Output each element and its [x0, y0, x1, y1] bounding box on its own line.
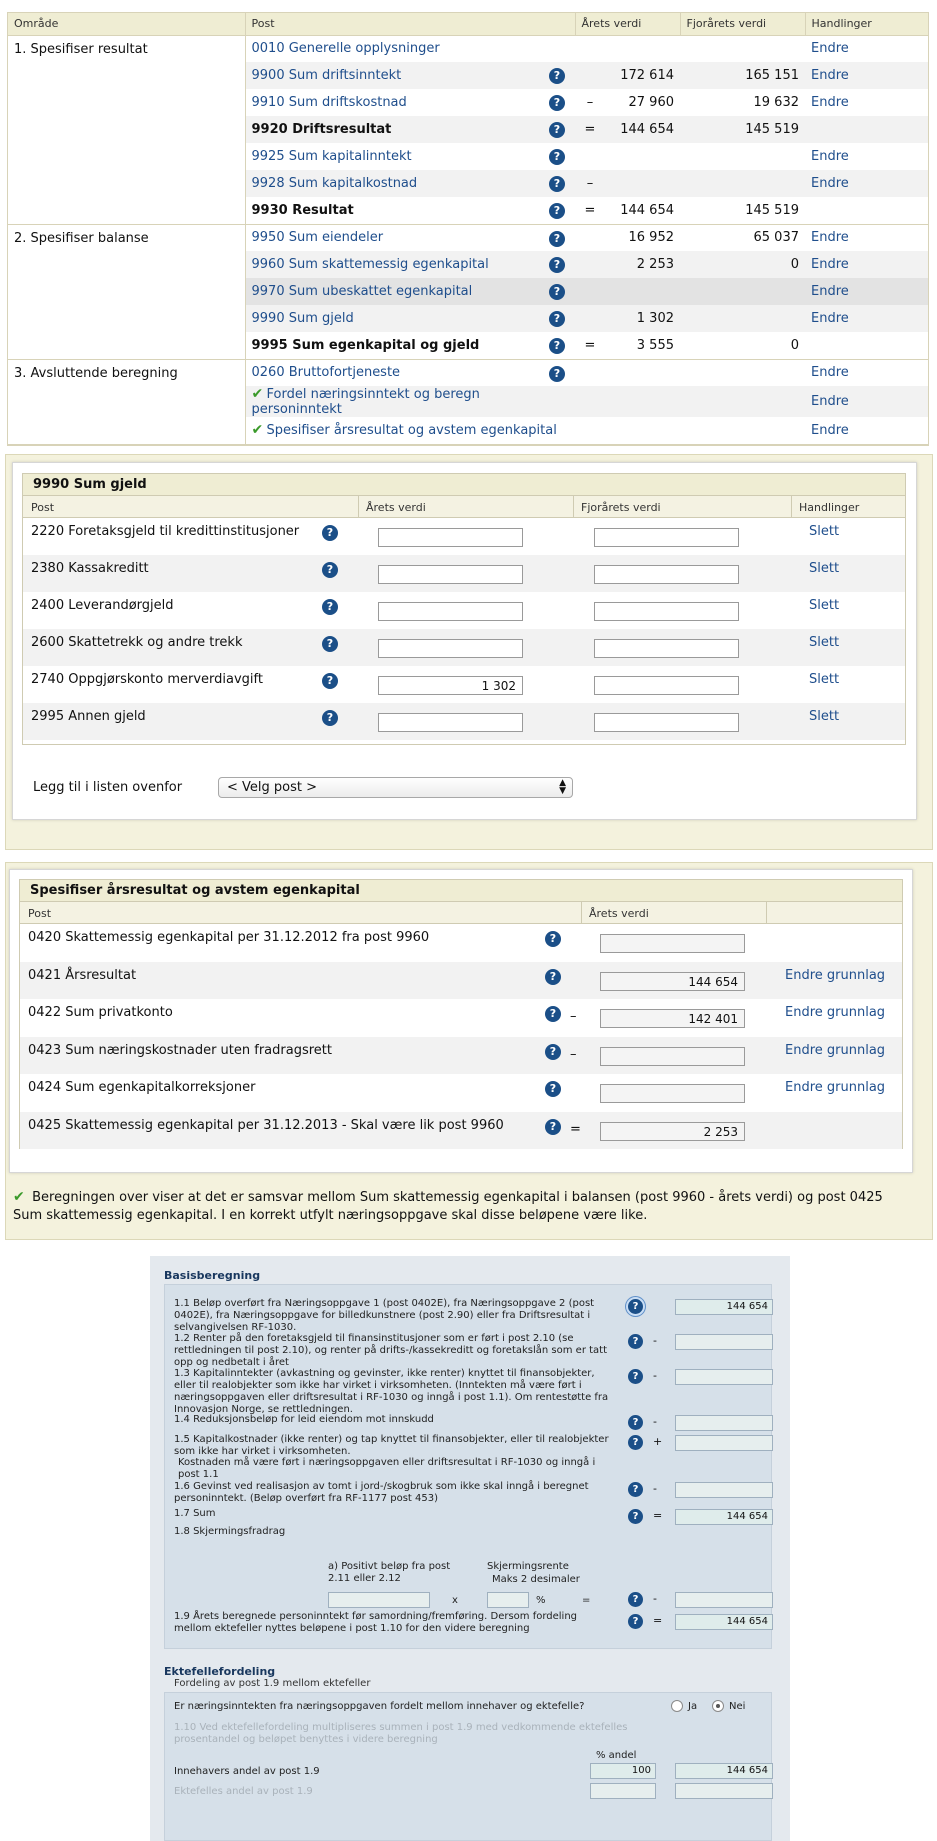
- gjeld-col-arets: Årets verdi: [366, 501, 426, 514]
- current-value: 144 654: [605, 116, 680, 143]
- help-icon[interactable]: ?: [322, 710, 338, 726]
- current-value: 16 952: [628, 230, 674, 246]
- col-header-post: Post: [245, 13, 575, 35]
- skjermingsrente-label: Skjermingsrente: [487, 1561, 569, 1572]
- post-link[interactable]: 9960 Sum skattemessig egenkapital: [251, 257, 489, 272]
- post-i16-field[interactable]: [675, 1482, 773, 1498]
- ektefelle-title: Ektefellefordeling: [164, 1665, 276, 1678]
- post-link[interactable]: 9990 Sum gjeld: [251, 311, 354, 326]
- operator: [575, 35, 605, 62]
- endre-grunnlag-link[interactable]: Endre grunnlag: [785, 967, 886, 983]
- help-icon[interactable]: ?: [545, 1081, 561, 1097]
- help-icon[interactable]: ?: [322, 636, 338, 652]
- gjeld-card: [12, 462, 917, 820]
- operator: =: [570, 1121, 581, 1137]
- help-icon[interactable]: ?: [322, 525, 338, 541]
- operator: -: [653, 1592, 657, 1605]
- previous-value: [680, 417, 805, 444]
- operator: [575, 386, 605, 417]
- fjorarets-verdi-input[interactable]: [594, 602, 739, 621]
- post-link[interactable]: 9928 Sum kapitalkostnad: [251, 176, 418, 191]
- post-link[interactable]: 9925 Sum kapitalinntekt: [251, 149, 412, 164]
- action-cell: [805, 116, 928, 143]
- samsvar-message: [13, 1188, 913, 1225]
- help-icon[interactable]: ?: [549, 68, 565, 84]
- previous-value: 0: [680, 251, 805, 278]
- arsresultat-row: [20, 1074, 902, 1112]
- checkmark-icon: ✔: [13, 1189, 25, 1205]
- previous-value: 65 037: [753, 230, 799, 246]
- arsresultat-value[interactable]: 142 401: [600, 1009, 745, 1028]
- operator: -: [653, 1415, 657, 1428]
- action-cell: [805, 35, 928, 62]
- help-icon[interactable]: ?: [628, 1334, 643, 1349]
- arets-verdi-input[interactable]: [378, 528, 523, 547]
- area-label: 3. Avsluttende beregning: [8, 359, 245, 444]
- operator: [575, 305, 605, 332]
- operator: –: [570, 1046, 577, 1062]
- current-value: [605, 170, 680, 197]
- arsresultat-row: [20, 924, 902, 962]
- gjeld-post-label: 2400 Leverandørgjeld: [31, 598, 174, 613]
- innehaver-label: Innehavers andel av post 1.9: [174, 1766, 320, 1777]
- action-cell: [805, 143, 928, 170]
- previous-value: [680, 278, 805, 305]
- operator: –: [575, 170, 605, 197]
- operator: –: [586, 95, 594, 110]
- gjeld-col-post: Post: [31, 501, 55, 514]
- action-cell: [805, 62, 928, 89]
- action-cell: [805, 89, 928, 116]
- gjeld-col-fjorarets: Fjorårets verdi: [581, 501, 661, 514]
- fjorarets-verdi-input[interactable]: [594, 565, 739, 584]
- current-value: [605, 35, 680, 62]
- action-cell: [805, 417, 928, 444]
- endre-link[interactable]: Endre: [811, 95, 849, 110]
- radio-ja-label: Ja: [688, 1701, 698, 1712]
- post-link[interactable]: Fordel næringsinntekt og beregn personinntekt: [251, 387, 480, 417]
- operator: –: [570, 1009, 577, 1024]
- operator: +: [653, 1435, 663, 1448]
- endre-link[interactable]: Endre: [811, 176, 849, 191]
- radio-nei-label: Nei: [729, 1701, 746, 1712]
- skjerming-beløp-field[interactable]: [328, 1592, 430, 1608]
- previous-value: [680, 170, 805, 197]
- help-icon[interactable]: ?: [545, 1006, 561, 1022]
- previous-value: 165 151: [680, 62, 805, 89]
- post-cell: [245, 116, 575, 143]
- current-value: 172 614: [605, 62, 680, 89]
- samsvar-message-text: Beregningen over viser at det er samsvar mellom Sum skattemessig egenkapital i balansen (post 9960 - årets verdi) og post 0425 Sum skattemessig egenkapital. I en korrekt utfylt næringsoppgave skal disse beløpene være like.: [13, 1190, 883, 1223]
- help-icon[interactable]: ?: [628, 1509, 643, 1524]
- post-i11-field[interactable]: 144 654: [675, 1299, 773, 1315]
- operator: =: [575, 197, 605, 224]
- help-icon[interactable]: ?: [549, 122, 565, 138]
- current-value: [605, 143, 680, 170]
- previous-value: 19 632: [753, 95, 799, 110]
- endre-link[interactable]: Endre: [811, 68, 849, 83]
- skjermingsrente-note: Maks 2 desimaler: [492, 1574, 580, 1585]
- help-icon[interactable]: ?: [628, 1592, 643, 1607]
- arsresultat-post-label: 0425 Skattemessig egenkapital per 31.12.2013 - Skal være lik post 9960: [28, 1117, 504, 1133]
- post-i12-field[interactable]: [675, 1334, 773, 1350]
- arsresultat-title: Spesifiser årsresultat og avstem egenkapital: [20, 880, 902, 902]
- help-icon[interactable]: ?: [549, 311, 565, 327]
- gjeld-post-label: 2740 Oppgjørskonto merverdiavgift: [31, 672, 263, 687]
- arsresultat-post-label: 0424 Sum egenkapitalkorreksjoner: [28, 1080, 256, 1095]
- current-value: 2 253: [605, 251, 680, 278]
- post-cell[interactable]: [245, 251, 575, 278]
- operator: [575, 251, 605, 278]
- arets-verdi-input[interactable]: [378, 602, 523, 621]
- help-icon[interactable]: ?: [549, 366, 565, 382]
- post-i15-text: 1.5 Kapitalkostnader (ikke renter) og tap knyttet til finansobjekter, eller til realobjekter som ikke har virket i virksomheten.: [174, 1434, 609, 1457]
- previous-value: [680, 35, 805, 62]
- gjeld-post-label: 2380 Kassakreditt: [31, 561, 149, 576]
- post-cell[interactable]: [245, 35, 575, 62]
- post-cell[interactable]: [245, 143, 575, 170]
- slett-link[interactable]: Slett: [809, 635, 840, 650]
- endre-grunnlag-link[interactable]: Endre grunnlag: [785, 1042, 886, 1058]
- arsresultat-row: [20, 962, 902, 1000]
- slett-link[interactable]: Slett: [809, 598, 840, 613]
- arsresultat-value[interactable]: [600, 934, 745, 953]
- operator: [575, 417, 605, 444]
- post-link[interactable]: 9970 Sum ubeskattet egenkapital: [251, 284, 473, 299]
- post-i13-field[interactable]: [675, 1369, 773, 1385]
- action-cell: [805, 332, 928, 359]
- current-value: [605, 278, 680, 305]
- arets-verdi-input[interactable]: [378, 565, 523, 584]
- operator: [575, 224, 605, 251]
- post-link[interactable]: 0260 Bruttofortjeneste: [251, 365, 401, 381]
- post-cell[interactable]: [245, 386, 575, 417]
- arsresultat-table: [19, 879, 903, 1149]
- current-value: 1 302: [605, 305, 680, 332]
- post-cell[interactable]: [245, 305, 575, 332]
- radio-nei[interactable]: [712, 1700, 724, 1712]
- help-icon[interactable]: ?: [628, 1435, 643, 1450]
- gjeld-rows: [23, 518, 905, 740]
- help-icon[interactable]: ?: [545, 931, 561, 947]
- endre-link[interactable]: Endre: [811, 311, 849, 326]
- post-1-10-note: 1.10 Ved ektefellefordeling multipliseres summen i post 1.9 med vedkommende ektefelles prosentandel og beløpet benyttes i videre beregning: [174, 1722, 628, 1745]
- post-i13-text: 1.3 Kapitalinntekter (avkastning og gevinster, ikke renter) knyttet til finansobjekter, eller til realobjekter som ikke har virket i virksomheten. (Inntekten må være ført i næringsoppgaven eller driftsresultat i RF-1030 og inngå i post 1.1). Om rentestøtte fra Innovasjon Norge, se rettledningen.: [174, 1368, 609, 1415]
- arsresultat-post-label: 0423 Sum næringskostnader uten fradragsrett: [28, 1042, 332, 1058]
- arsresultat-card: [9, 869, 913, 1173]
- add-to-list-label: Legg til i listen ovenfor: [33, 780, 183, 795]
- help-icon[interactable]: ?: [545, 969, 561, 985]
- post-i15-field[interactable]: [675, 1435, 773, 1451]
- operator: -: [653, 1369, 657, 1382]
- fjorarets-verdi-input[interactable]: [594, 639, 739, 658]
- action-cell: [805, 305, 928, 332]
- gjeld-col-handlinger: Handlinger: [799, 501, 860, 514]
- current-value: [605, 359, 680, 386]
- post-cell[interactable]: [245, 89, 575, 116]
- help-icon[interactable]: ?: [628, 1482, 643, 1497]
- velg-post-value: < Velg post >: [227, 780, 318, 795]
- fjorarets-verdi-input[interactable]: [594, 676, 739, 695]
- current-value: 144 654: [605, 197, 680, 224]
- post-link[interactable]: 0010 Generelle opplysninger: [251, 41, 440, 57]
- operator: [575, 359, 605, 386]
- radio-ja[interactable]: [671, 1700, 683, 1712]
- post-1-8-sub-a: a) Positivt beløp fra post 2.11 eller 2.12: [328, 1561, 451, 1584]
- slett-link[interactable]: Slett: [809, 672, 840, 687]
- post-cell[interactable]: [245, 62, 575, 89]
- area-label: 2. Spesifiser balanse: [8, 224, 245, 359]
- operator: =: [653, 1614, 663, 1627]
- overview-row: [8, 35, 928, 62]
- basisberegning-title: Basisberegning: [164, 1269, 261, 1282]
- operator: [575, 278, 605, 305]
- help-icon[interactable]: ?: [322, 673, 338, 689]
- arsresultat-col-arets: Årets verdi: [589, 907, 649, 920]
- times-symbol: x: [452, 1595, 458, 1606]
- endre-link[interactable]: Endre: [811, 284, 849, 299]
- post-cell[interactable]: [245, 417, 575, 444]
- help-icon[interactable]: ?: [322, 562, 338, 578]
- help-icon[interactable]: ?: [549, 284, 565, 300]
- overview-header-row: [8, 13, 928, 35]
- post-i16-text: 1.6 Gevinst ved realisasjon av tomt i jord-/skogbruk som ikke skal inngå i beregnet personinntekt. (Beløp overført fra RF-1177 post 453): [174, 1481, 589, 1504]
- action-cell: [805, 224, 928, 251]
- arsresultat-post-label: 0421 Årsresultat: [28, 967, 137, 983]
- ektefelle-subtitle: Fordeling av post 1.9 mellom ektefeller: [174, 1678, 371, 1689]
- current-value: 3 555: [605, 332, 680, 359]
- help-icon[interactable]: ?: [549, 231, 565, 247]
- operator: -: [653, 1334, 657, 1347]
- action-cell: [805, 251, 928, 278]
- endre-grunnlag-link[interactable]: Endre grunnlag: [785, 1080, 886, 1095]
- operator: [575, 62, 605, 89]
- post-i17-field[interactable]: 144 654: [675, 1509, 773, 1525]
- arsresultat-value[interactable]: [600, 1047, 745, 1066]
- operator: =: [575, 116, 605, 143]
- basisberegning-panel: [150, 1256, 790, 1841]
- post-link[interactable]: 9950 Sum eiendeler: [251, 230, 384, 246]
- post-link[interactable]: 9900 Sum driftsinntekt: [251, 68, 402, 83]
- arsresultat-rows: [20, 924, 902, 1149]
- arsresultat-row: [20, 999, 902, 1037]
- action-cell: [805, 359, 928, 386]
- innehaver-value-field[interactable]: 144 654: [675, 1763, 773, 1779]
- gjeld-row: [23, 629, 905, 666]
- slett-link[interactable]: Slett: [809, 709, 840, 724]
- post-i18-text: 1.8 Skjermingsfradrag: [174, 1526, 286, 1537]
- post-link[interactable]: 9910 Sum driftskostnad: [251, 95, 407, 110]
- gjeld-post-label: 2600 Skattetrekk og andre trekk: [31, 635, 243, 650]
- post-cell[interactable]: [245, 359, 575, 386]
- post-i14-field[interactable]: [675, 1415, 773, 1431]
- action-cell: [805, 197, 928, 224]
- arsresultat-row: [20, 1112, 902, 1150]
- slett-link[interactable]: Slett: [809, 561, 840, 576]
- previous-value: [680, 305, 805, 332]
- arsresultat-post-label: 0422 Sum privatkonto: [28, 1005, 173, 1020]
- arsresultat-col-post: Post: [28, 907, 52, 920]
- post-cell[interactable]: [245, 224, 575, 251]
- post-cell[interactable]: [245, 278, 575, 305]
- overview-row: [8, 359, 928, 386]
- help-icon[interactable]: ?: [545, 1119, 561, 1135]
- slett-link[interactable]: Slett: [809, 524, 840, 539]
- gjeld-row: [23, 518, 905, 555]
- action-cell: [805, 386, 928, 417]
- equals-symbol: =: [582, 1595, 591, 1606]
- endre-link[interactable]: Endre: [811, 230, 849, 246]
- post-link: 9930 Resultat: [251, 202, 354, 218]
- arsresultat-row: [20, 1037, 902, 1075]
- help-icon[interactable]: ?: [628, 1614, 643, 1629]
- col-header-arets-verdi: Årets verdi: [575, 13, 680, 35]
- col-header-fjorarets-verdi: Fjorårets verdi: [680, 13, 805, 35]
- endre-link[interactable]: Endre: [811, 41, 849, 57]
- innehaver-pct-field[interactable]: 100: [590, 1763, 656, 1779]
- gjeld-title: 9990 Sum gjeld: [23, 474, 905, 496]
- operator: =: [653, 1509, 663, 1522]
- endre-grunnlag-link[interactable]: Endre grunnlag: [785, 1005, 886, 1020]
- help-icon[interactable]: ?: [549, 338, 565, 354]
- operator: =: [575, 332, 605, 359]
- previous-value: 145 519: [680, 116, 805, 143]
- operator: -: [653, 1482, 657, 1495]
- checkmark-icon: ✔: [251, 422, 264, 439]
- previous-value: 145 519: [680, 197, 805, 224]
- gjeld-row: [23, 555, 905, 592]
- gjeld-row: [23, 592, 905, 629]
- col-header-handlinger: Handlinger: [805, 13, 928, 35]
- previous-value: [680, 143, 805, 170]
- action-cell: [805, 170, 928, 197]
- post-cell: [245, 332, 575, 359]
- help-icon[interactable]: ?: [549, 149, 565, 165]
- post-i19-field[interactable]: 144 654: [675, 1614, 773, 1630]
- endre-link[interactable]: Endre: [811, 394, 849, 409]
- help-icon[interactable]: ?: [545, 1044, 561, 1060]
- post-i18-field[interactable]: [675, 1592, 773, 1608]
- col-header-omrade: Område: [8, 13, 245, 35]
- overview-table: [7, 12, 929, 446]
- velg-post-select[interactable]: [218, 777, 573, 798]
- previous-value: [680, 359, 805, 386]
- ektefelle-value-field[interactable]: [675, 1783, 773, 1799]
- pct-andel-header: % andel: [596, 1750, 637, 1761]
- help-icon[interactable]: ?: [549, 95, 565, 111]
- ektefelle-pct-field[interactable]: [590, 1783, 656, 1799]
- overview-row: [8, 224, 928, 251]
- arsresultat-value[interactable]: [600, 1084, 745, 1103]
- help-icon[interactable]: ?: [549, 176, 565, 192]
- endre-link[interactable]: Endre: [811, 422, 849, 438]
- post-i11-text: 1.1 Beløp overført fra Næringsoppgave 1 (post 0402E), fra Næringsoppgave 2 (post 0402E), fra Næringsoppgave for billedkunstnere (post 2.90) eller fra Driftsresultat i selvangivelsen RF-1030.: [174, 1298, 595, 1333]
- arets-verdi-input[interactable]: 1 302: [378, 676, 523, 695]
- checkmark-icon: ✔: [251, 386, 264, 402]
- post-i15-note: Kostnaden må være ført i næringsoppgaven eller driftsresultat i RF-1030 og inngå i post 1.1: [178, 1457, 596, 1480]
- gjeld-row: [23, 666, 905, 703]
- post-link[interactable]: Spesifiser årsresultat og avstem egenkapital: [266, 423, 557, 439]
- help-icon[interactable]: ?: [628, 1369, 643, 1384]
- help-icon[interactable]: ?: [549, 203, 565, 219]
- select-arrows-icon: ▲ ▼: [559, 778, 566, 796]
- arsresultat-value[interactable]: 144 654: [600, 972, 745, 991]
- post-cell: [245, 197, 575, 224]
- post-i19-text: 1.9 Årets beregnede personinntekt før samordning/fremføring. Dersom fordeling mellom ektefeller nyttes beløpene i post 1.10 for den videre beregning: [174, 1611, 578, 1634]
- post-i17-text: 1.7 Sum: [174, 1508, 216, 1519]
- help-icon[interactable]: ?: [549, 257, 565, 273]
- arsresultat-col-headers: [20, 902, 902, 924]
- gjeld-post-label: 2220 Foretaksgjeld til kredittinstitusjoner: [31, 524, 300, 539]
- gjeld-post-label: 2995 Annen gjeld: [31, 709, 146, 724]
- gjeld-table: [22, 473, 906, 745]
- action-cell: [805, 278, 928, 305]
- endre-link[interactable]: Endre: [811, 365, 849, 381]
- operator: [575, 143, 605, 170]
- arsresultat-post-label: 0420 Skattemessig egenkapital per 31.12.2012 fra post 9960: [28, 930, 430, 945]
- help-icon[interactable]: ?: [322, 599, 338, 615]
- help-icon[interactable]: ?: [628, 1299, 643, 1314]
- percent-symbol: %: [536, 1595, 546, 1606]
- ektefelle-andel-label: Ektefelles andel av post 1.9: [174, 1786, 313, 1797]
- ektefelle-question: Er næringsinntekten fra næringsoppgaven fordelt mellom innehaver og ektefelle?: [174, 1701, 585, 1712]
- arets-verdi-input[interactable]: [378, 713, 523, 732]
- current-value: 27 960: [628, 95, 674, 110]
- post-i14-text: 1.4 Reduksjonsbeløp for leid eiendom mot innskudd: [174, 1414, 434, 1425]
- fjorarets-verdi-input[interactable]: [594, 713, 739, 732]
- help-icon[interactable]: ?: [628, 1415, 643, 1430]
- post-link: 9995 Sum egenkapital og gjeld: [251, 337, 480, 353]
- endre-link[interactable]: Endre: [811, 149, 849, 164]
- fjorarets-verdi-input[interactable]: [594, 528, 739, 547]
- current-value: [605, 417, 680, 444]
- gjeld-row: [23, 703, 905, 740]
- arets-verdi-input[interactable]: [378, 639, 523, 658]
- arsresultat-value[interactable]: 2 253: [600, 1122, 745, 1141]
- post-link: 9920 Driftsresultat: [251, 122, 392, 137]
- area-label: 1. Spesifiser resultat: [8, 35, 245, 224]
- post-i12-text: 1.2 Renter på den foretaksgjeld til finansinstitusjoner som er ført i post 2.10 (se rettledningen til post 2.10), og renter på drifts-/kassekreditt og foretakslån som er tatt opp og nedbetalt i året: [174, 1333, 608, 1368]
- current-value: [605, 386, 680, 417]
- skjermingsrente-field[interactable]: [487, 1592, 529, 1608]
- gjeld-col-headers: [23, 496, 905, 518]
- post-cell[interactable]: [245, 170, 575, 197]
- previous-value: 0: [680, 332, 805, 359]
- previous-value: [680, 386, 805, 417]
- endre-link[interactable]: Endre: [811, 257, 849, 272]
